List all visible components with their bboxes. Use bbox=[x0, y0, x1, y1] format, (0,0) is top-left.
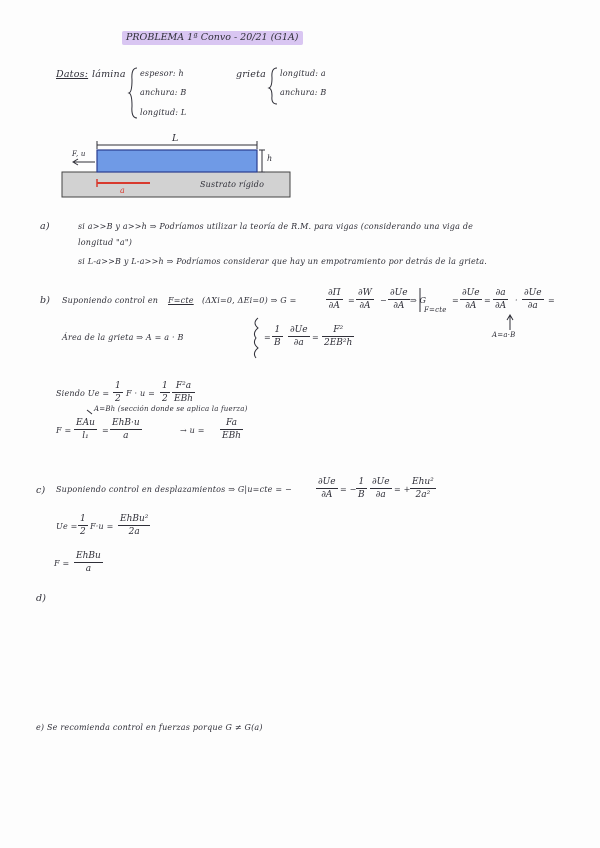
force-label: F, u bbox=[72, 150, 86, 158]
b-frac-u: Fa EBh bbox=[222, 418, 241, 441]
b-frac-due-da-4: $\frac{\partial Ue}{\partial a}$ bbox=[290, 325, 308, 348]
c-frac-ehbu2: EhBu² 2a bbox=[120, 514, 149, 537]
section-a-line1b: longitud "a") bbox=[78, 238, 133, 247]
substrate-label: Sustrato rígido bbox=[200, 180, 265, 189]
c-frac-due-da: $\frac{\partial Ue}{\partial A}$ bbox=[318, 477, 336, 500]
grieta-label: grieta bbox=[236, 69, 266, 80]
b-arrow-u: → u = bbox=[180, 426, 205, 435]
area-brace bbox=[254, 318, 258, 358]
section-a-label: a) bbox=[40, 221, 50, 232]
b-f-eq: F = bbox=[56, 426, 72, 435]
b-res-eq: = bbox=[264, 333, 271, 342]
b-frac-dw-da: $\frac{\partial W}{\partial A}$ bbox=[358, 288, 372, 311]
b-eq1: = bbox=[348, 296, 355, 305]
b-fcte: F=cte bbox=[168, 296, 194, 305]
section-b-label: b) bbox=[40, 295, 51, 306]
b-cond: (ΔXi=0, ΔEi=0) ⇒ G = bbox=[202, 296, 297, 305]
c-eq: = − bbox=[340, 485, 357, 494]
lamina-anchura: anchura: B bbox=[140, 88, 187, 97]
grieta-brace bbox=[269, 68, 277, 104]
b-frac-due-da-2: $\frac{\partial Ue}{\partial A}$ bbox=[462, 288, 480, 311]
thickness-label: h bbox=[267, 154, 273, 163]
c-frac-due-da-2: $\frac{\partial Ue}{\partial a}$ bbox=[372, 477, 390, 500]
b-frac-half-2: $\frac{1}{2}$ bbox=[162, 381, 168, 404]
b-siendo: Siendo Ue = bbox=[56, 389, 110, 398]
b-eq2: = bbox=[452, 296, 459, 305]
c-frac-ehbu: EhBu a bbox=[76, 551, 101, 574]
lamina-brace bbox=[129, 68, 137, 118]
b-note-area: A=Bh (sección donde se aplica la fuerza) bbox=[94, 405, 248, 413]
c-frac-half: $\frac{1}{2}$ bbox=[80, 514, 86, 537]
b-intro: Suponiendo control en bbox=[62, 296, 159, 305]
b-res-eq2: = bbox=[312, 333, 319, 342]
b-area-text: Área de la grieta ⇒ A = a · B bbox=[62, 333, 184, 342]
section-a-line2: si L-a>>B y L-a>>h ⇒ Podríamos considerar que hay un empotramiento por detrás de la grieta. bbox=[78, 257, 488, 266]
datos-label: Datos: bbox=[56, 69, 89, 80]
b-frac-da-da: $\frac{\partial a}{\partial A}$ bbox=[495, 288, 507, 311]
grieta-longitud: longitud: a bbox=[280, 69, 326, 78]
page-title: PROBLEMA 1ª Convo - 20/21 (G1A) bbox=[122, 31, 303, 45]
b-frac-dpi-da: $\frac{\partial\Pi}{\partial A}$ bbox=[328, 288, 341, 311]
beam-rect bbox=[97, 150, 257, 172]
lamina-label: lámina bbox=[92, 69, 126, 80]
b-frac-f2a: F²a EBh bbox=[174, 381, 193, 404]
c-frac-1-b: $\frac{1}{B}$ bbox=[358, 477, 365, 500]
b-frac-1-b: $\frac{1}{B}$ bbox=[274, 325, 281, 348]
b-eq3: = bbox=[484, 296, 491, 305]
b-f-eq2: = bbox=[102, 426, 109, 435]
c-frac-result: Ehu² 2a² bbox=[412, 477, 434, 500]
b-frac-eau: EAu l₁ bbox=[76, 418, 95, 441]
b-frac-ehbu: EhB·u a bbox=[112, 418, 140, 441]
b-frac-half: $\frac{1}{2}$ bbox=[115, 381, 121, 404]
b-eq-g: ⇒ G bbox=[410, 296, 427, 305]
b-minus: − bbox=[380, 296, 387, 305]
b-fu: F · u = bbox=[126, 389, 155, 398]
b-dot: · bbox=[515, 296, 518, 305]
b-frac-result: $\frac{\text{F²}}{\text{2EB²h}}$ bbox=[324, 325, 353, 348]
section-a-line1: si a>>B y a>>h ⇒ Podríamos utilizar la teoría de R.M. para vigas (considerando una viga de bbox=[78, 222, 474, 231]
b-a-note: A=a·B bbox=[492, 331, 516, 339]
grieta-anchura: anchura: B bbox=[280, 88, 327, 97]
crack-label: a bbox=[120, 186, 125, 195]
c-fu: F·u = bbox=[90, 522, 114, 531]
section-d-label: d) bbox=[36, 593, 47, 604]
c-eq2: = + bbox=[394, 485, 411, 494]
lamina-longitud: longitud: L bbox=[140, 108, 187, 117]
length-label: L bbox=[172, 133, 179, 144]
c-f-eq: F = bbox=[54, 559, 70, 568]
b-fcte-sub: F=cte bbox=[424, 306, 447, 314]
b-frac-due-da-3: $\frac{\partial Ue}{\partial a}$ bbox=[524, 288, 542, 311]
section-e-text: e) Se recomienda control en fuerzas porque G ≠ G(a) bbox=[36, 723, 263, 732]
b-frac-due-da: $\frac{\partial Ue}{\partial A}$ bbox=[390, 288, 408, 311]
lamina-espesor: espesor: h bbox=[140, 69, 184, 78]
c-ue: Ue = bbox=[56, 522, 78, 531]
b-eq-end: = bbox=[548, 296, 555, 305]
c-intro: Suponiendo control en desplazamientos ⇒ G|u=cte = − bbox=[56, 485, 292, 494]
section-c-label: c) bbox=[36, 485, 46, 496]
